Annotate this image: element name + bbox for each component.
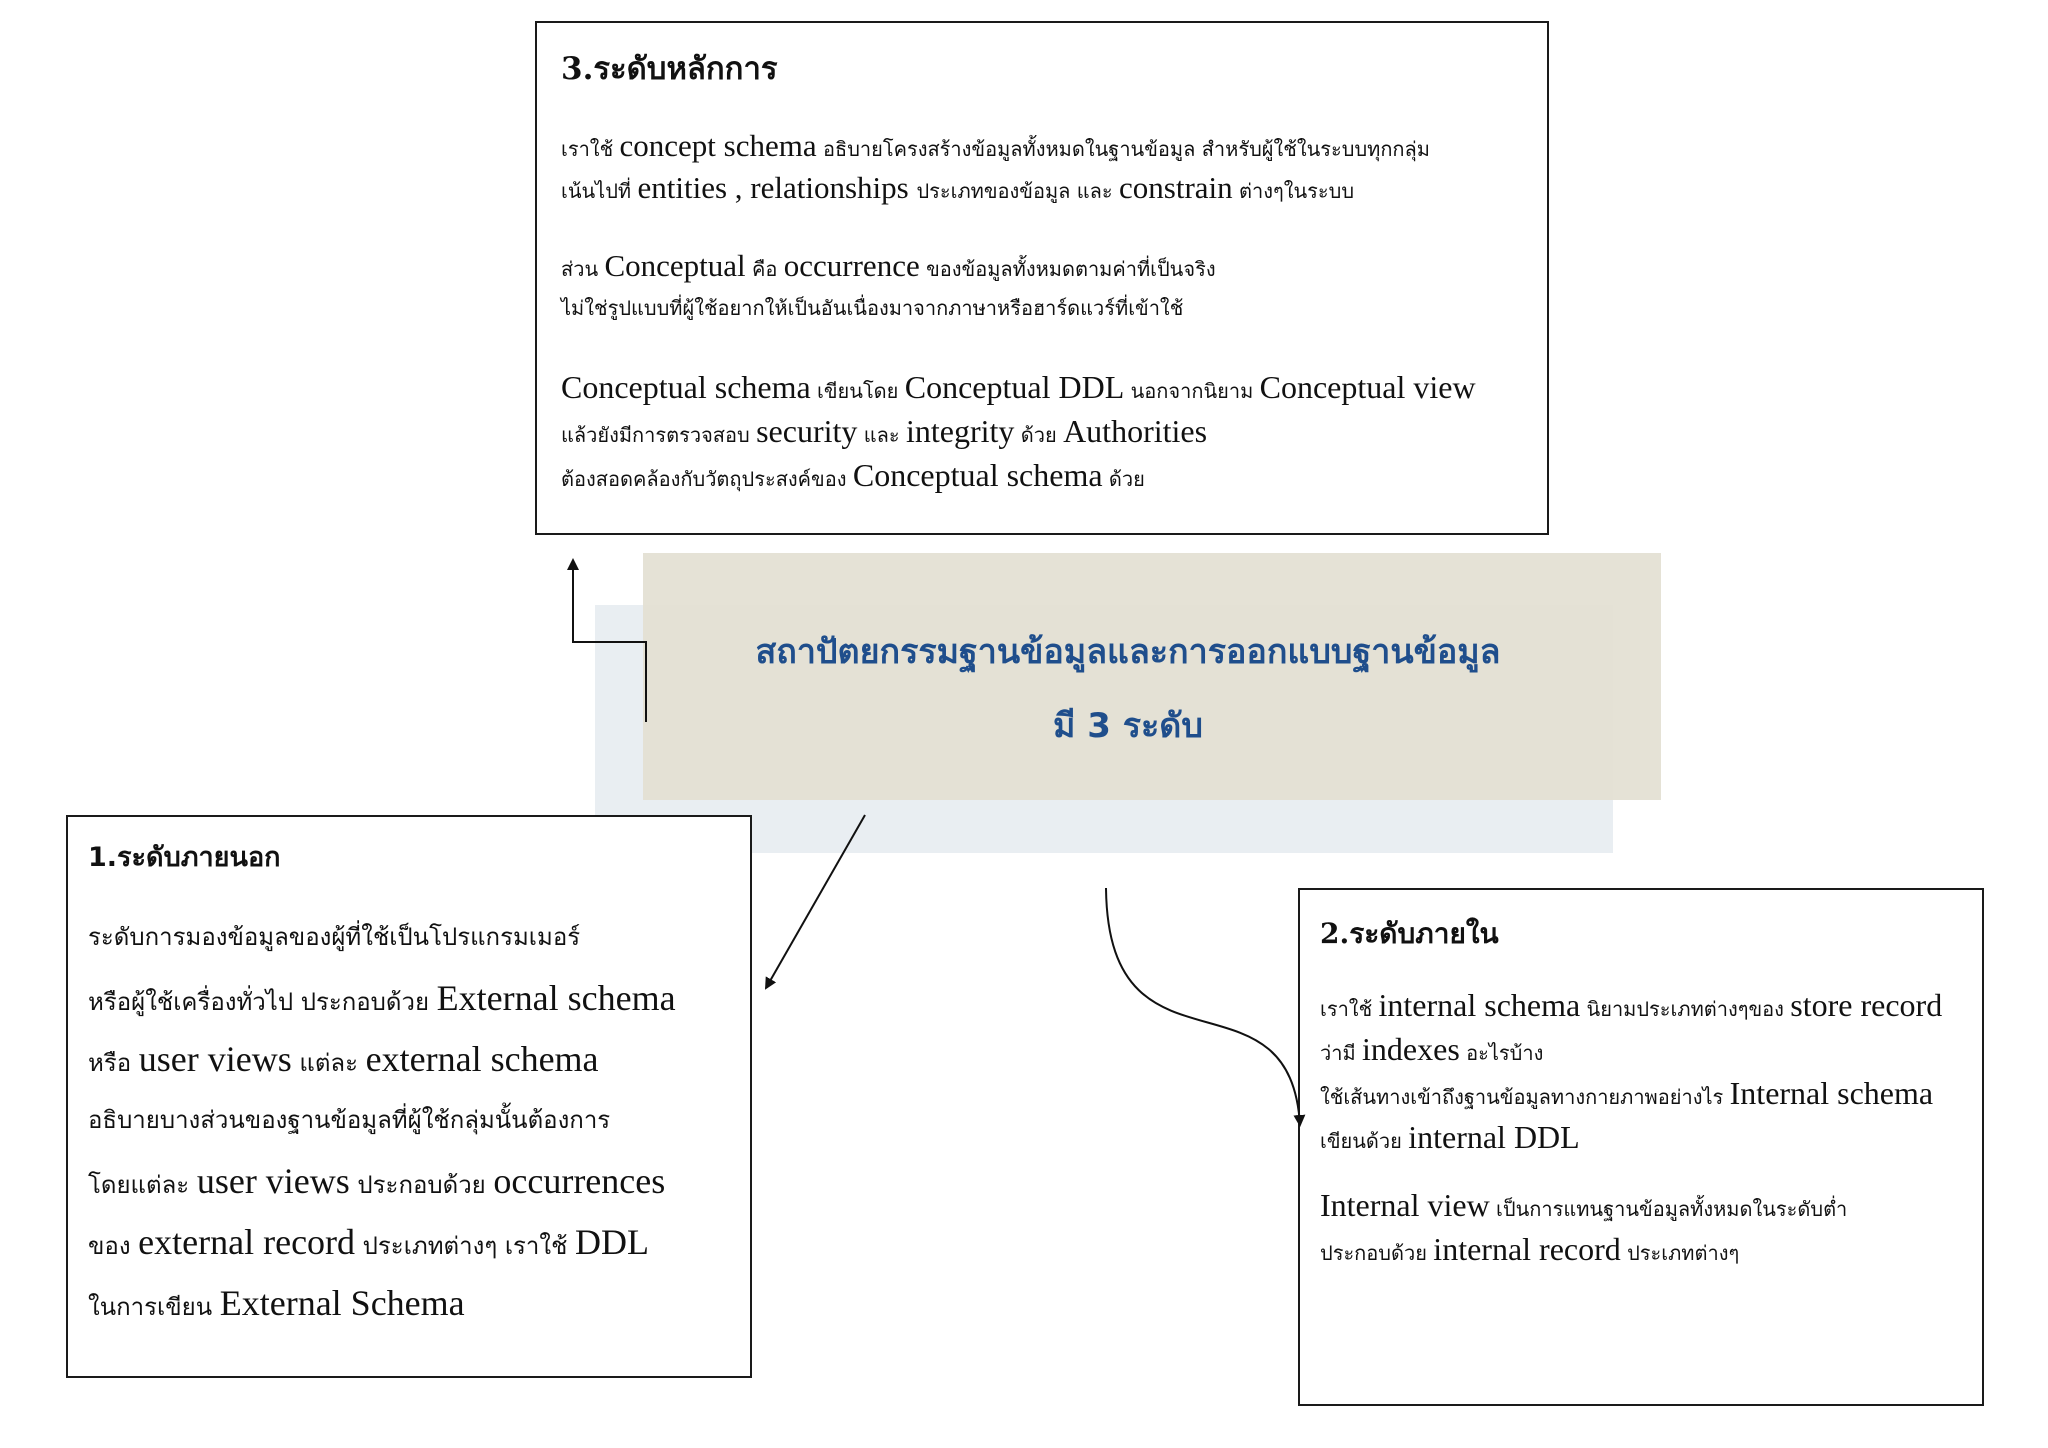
thai-text-4: ด้วย	[1014, 423, 1064, 448]
thai-text-4: ต่างๆในระบบ	[1232, 179, 1355, 204]
english-term-2: Conceptual DDL	[904, 369, 1125, 406]
thai-text-1: เขียนโดย	[810, 379, 905, 404]
center-title	[595, 605, 1661, 853]
thai-text-2: คือ	[745, 257, 784, 282]
english-term-3: occurrence	[783, 248, 920, 284]
thai-text-2: อะไรบ้าง	[1459, 1041, 1544, 1066]
conceptual-p3-line-2	[561, 409, 1523, 453]
external-line-6	[88, 1212, 730, 1273]
thai-text-2: นิยามประเภทต่างๆของ	[1580, 997, 1791, 1022]
thai-text-0: โดยแต่ละ	[88, 1170, 197, 1199]
thai-text-0: ในการเขียน	[88, 1292, 220, 1321]
thai-text-2: อธิบายโครงสร้างข้อมูลทั้งหมดในฐานข้อมูล สำหรับผู้ใช้ในระบบทุกกลุ่ม	[816, 137, 1430, 162]
conceptual-p1-line-2	[561, 167, 1523, 209]
english-term-1: internal DDL	[1408, 1119, 1580, 1156]
thai-text-0: เราใช้	[1320, 997, 1379, 1022]
thai-text-0: เน้นไปที่	[561, 179, 638, 204]
conceptual-paragraph-2	[561, 245, 1523, 329]
english-term-3: DDL	[575, 1221, 650, 1262]
thai-text-2: ประเภทของข้อมูล และ	[916, 179, 1120, 204]
thai-text-3: นอกจากนิยาม	[1124, 379, 1260, 404]
thai-text-0: หรือผู้ใช้เครื่องทั่วไป ประกอบด้วย	[88, 987, 437, 1016]
conceptual-paragraph-1	[561, 125, 1523, 209]
internal-paragraph-2	[1320, 1183, 1962, 1271]
external-level-box	[66, 815, 752, 1378]
internal-p1-line-3	[1320, 1071, 1962, 1115]
thai-text-0: เราใช้	[561, 137, 620, 162]
external-level-title: 1.ระดับภายนอก	[88, 842, 281, 873]
conceptual-p3-line-3	[561, 453, 1523, 497]
thai-text-0: ใช้เส้นทางเข้าถึงฐานข้อมูลทางกายภาพอย่างไร	[1320, 1085, 1730, 1110]
english-term-1: External schema	[436, 977, 676, 1018]
english-term-1: internal schema	[1378, 987, 1581, 1024]
english-term-1: concept schema	[619, 128, 817, 164]
arrow-to-internal	[1106, 888, 1300, 1125]
thai-text-2: ประเภทต่างๆ เราใช้	[355, 1231, 576, 1260]
external-line-1	[88, 907, 730, 968]
english-term-0: Internal view	[1320, 1187, 1490, 1224]
thai-text-0: ระดับการมองข้อมูลของผู้ที่ใช้เป็นโปรแกรมเมอร์	[88, 922, 581, 951]
external-line-3	[88, 1029, 730, 1090]
conceptual-p2-line-1	[561, 245, 1523, 287]
external-line-4	[88, 1090, 730, 1151]
english-term-3: store record	[1790, 987, 1943, 1024]
internal-level-box	[1298, 888, 1984, 1406]
english-term-5: Authorities	[1063, 413, 1208, 450]
conceptual-paragraph-3	[561, 365, 1523, 497]
internal-level-title: 2.ระดับภายใน	[1320, 917, 1499, 950]
internal-paragraph-1	[1320, 983, 1962, 1159]
english-term-1: internal record	[1433, 1231, 1621, 1268]
thai-text-2: แต่ละ	[291, 1048, 366, 1077]
english-term-1: External Schema	[219, 1282, 465, 1323]
thai-text-0: ส่วน	[561, 257, 605, 282]
thai-text-2: ด้วย	[1102, 467, 1145, 492]
conceptual-p2-line-2	[561, 287, 1523, 329]
english-term-1: external record	[138, 1221, 356, 1262]
thai-text-0: อธิบายบางส่วนของฐานข้อมูลที่ผู้ใช้กลุ่มนั้นต้องการ	[88, 1105, 611, 1134]
thai-text-0: ต้องสอดคล้องกับวัตถุประสงค์ของ	[561, 467, 853, 492]
thai-text-4: ของข้อมูลทั้งหมดตามค่าที่เป็นจริง	[919, 257, 1216, 282]
english-term-4: Conceptual view	[1259, 369, 1476, 406]
thai-text-0: เขียนด้วย	[1320, 1129, 1409, 1154]
internal-p2-line-2	[1320, 1227, 1962, 1271]
thai-text-2: ประเภทต่างๆ	[1620, 1241, 1740, 1266]
external-line-7	[88, 1273, 730, 1334]
thai-text-0: ว่ามี	[1320, 1041, 1363, 1066]
english-term-0: Conceptual schema	[561, 369, 811, 406]
english-term-3: occurrences	[493, 1160, 666, 1201]
center-title-line-2: มี 3 ระดับ	[1053, 706, 1203, 746]
conceptual-p3-line-1	[561, 365, 1523, 409]
thai-text-1: เป็นการแทนฐานข้อมูลทั้งหมดในระดับต่ำ	[1489, 1197, 1848, 1222]
english-term-1: Conceptual schema	[852, 457, 1103, 494]
conceptual-level-title: 3.ระดับหลักการ	[561, 51, 778, 87]
english-term-1: Conceptual	[604, 248, 746, 284]
center-title-line-1: สถาปัตยกรรมฐานข้อมูลและการออกแบบฐานข้อมูล	[755, 632, 1501, 672]
english-term-1: Internal schema	[1729, 1075, 1934, 1112]
english-term-1: user views	[196, 1160, 350, 1201]
thai-text-0: ไม่ใช่รูปแบบที่ผู้ใช้อยากให้เป็นอันเนื่องมาจากภาษาหรือฮาร์ดแวร์ที่เข้าใช้	[561, 296, 1184, 321]
english-term-1: entities , relationships	[637, 170, 917, 206]
english-term-1: user views	[138, 1038, 292, 1079]
internal-p1-line-2	[1320, 1027, 1962, 1071]
english-term-3: constrain	[1119, 170, 1233, 206]
internal-p2-line-1	[1320, 1183, 1962, 1227]
external-line-5	[88, 1151, 730, 1212]
thai-text-2: และ	[857, 423, 906, 448]
english-term-1: security	[756, 413, 858, 450]
conceptual-p1-line-1	[561, 125, 1523, 167]
english-term-3: integrity	[905, 413, 1015, 450]
thai-text-0: ของ	[88, 1231, 139, 1260]
internal-p1-line-4	[1320, 1115, 1962, 1159]
thai-text-0: ประกอบด้วย	[1320, 1241, 1434, 1266]
external-line-2	[88, 968, 730, 1029]
internal-p1-line-1	[1320, 983, 1962, 1027]
conceptual-level-box	[535, 21, 1549, 535]
thai-text-0: หรือ	[88, 1048, 139, 1077]
thai-text-0: แล้วยังมีการตรวจสอบ	[561, 423, 757, 448]
english-term-3: external schema	[365, 1038, 599, 1079]
thai-text-2: ประกอบด้วย	[349, 1170, 494, 1199]
english-term-1: indexes	[1362, 1031, 1460, 1068]
